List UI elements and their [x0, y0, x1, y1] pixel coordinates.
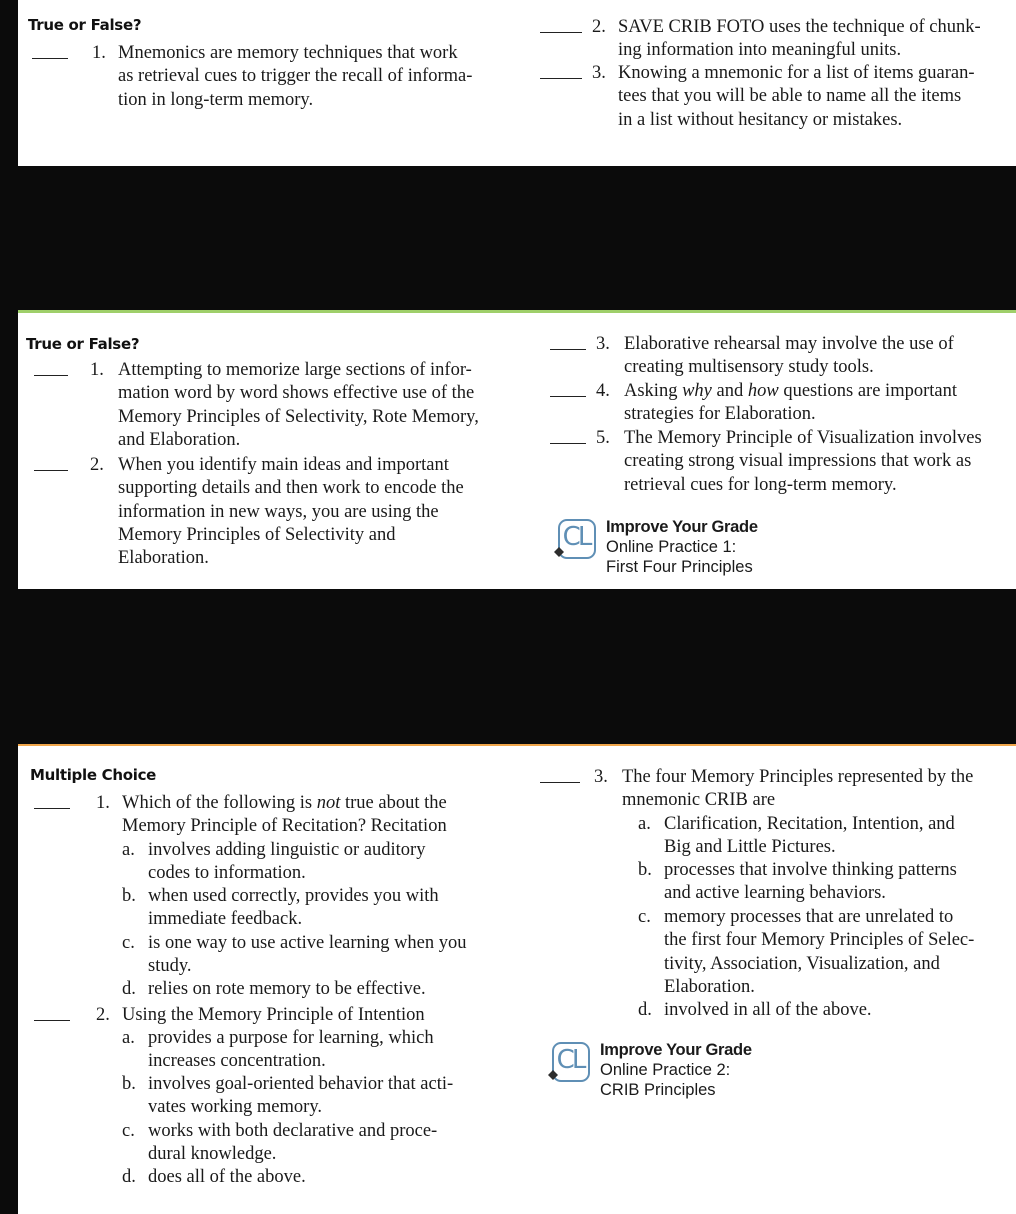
panel-true-false-1: True or False? 1. Mnemonics are memory techniques that work as retrieval cues to trigger the recall of informa- tion in long-term memory. 2. SAVE CRIB FOTO uses the technique of chunk- ing information into meaningful units. 3. Knowing a mnemonic for a list of items guaran- tees that you will be able to name all the items in a list without hesitancy or mistakes. [18, 0, 1016, 166]
answer-blank[interactable] [34, 1020, 70, 1021]
answer-blank[interactable] [32, 58, 68, 59]
cl-title: Improve Your Grade [600, 1041, 752, 1059]
answer-blank[interactable] [550, 396, 586, 397]
answer-blank[interactable] [34, 808, 70, 809]
answer-blank[interactable] [540, 782, 580, 783]
cl-line2: First Four Principles [606, 558, 753, 576]
answer-blank[interactable] [540, 78, 582, 79]
cl-logo-icon: CL [556, 517, 596, 557]
panel-multiple-choice: Multiple Choice 1. Which of the following is not true about the Memory Principle of Recitation? Recitation a. involves adding linguistic or auditory codes to information. b. when used correctly, provides you with immediate feedback. c. is one way to use active learning when you study. d. relies on rote memory to be effective. 2. Using the Memory Principle of Intention a. provides a purpose for learning, which increases concentration. b. involves goal-oriented behavior that acti- vates working memory. c. works with both declarative and proce- dural knowledge. d. does all of the above. 3. The four Memory Principles represented by the mnemonic CRIB are a. Clarification, Recitation, Intention, and Big and Little Pictures. b. processes that involve thinking patterns and active learning behaviors. c. memory processes that are unrelated to the first four Memory Principles of Selec- tivity, Association, Visualization, and Elaboration. d. involved in all of the above. CL Improve Your Grade Online Practice 2: CRIB Principles [18, 744, 1016, 1214]
answer-blank[interactable] [550, 443, 586, 444]
cl-logo-icon: CL [550, 1040, 590, 1080]
section-heading: True or False? [26, 335, 140, 353]
cl-line2: CRIB Principles [600, 1081, 716, 1099]
section-heading: True or False? [28, 16, 142, 34]
cl-title: Improve Your Grade [606, 518, 758, 536]
answer-blank[interactable] [34, 375, 68, 376]
panel-true-false-2: True or False? 1. Attempting to memorize large sections of infor- mation word by word shows effective use of the Memory Principles of Selectivity, Rote Memory, and Elaboration. 2. When you identify main ideas and important supporting details and then work to encode the information in new ways, you are using the Memory Principles of Selectivity and Elaboration. 3. Elaborative rehearsal may involve the use of creating multisensory study tools. 4. Asking why and how questions are important strategies for Elaboration. 5. The Memory Principle of Visualization involves creating strong visual impressions that work as retrieval cues for long-term memory. CL Improve Your Grade Online Practice 1: First Four Principles [18, 310, 1016, 589]
answer-blank[interactable] [34, 470, 68, 471]
answer-blank[interactable] [540, 32, 582, 33]
section-heading: Multiple Choice [30, 766, 157, 784]
answer-blank[interactable] [550, 349, 586, 350]
cl-line1: Online Practice 2: [600, 1061, 731, 1079]
cl-line1: Online Practice 1: [606, 538, 737, 556]
